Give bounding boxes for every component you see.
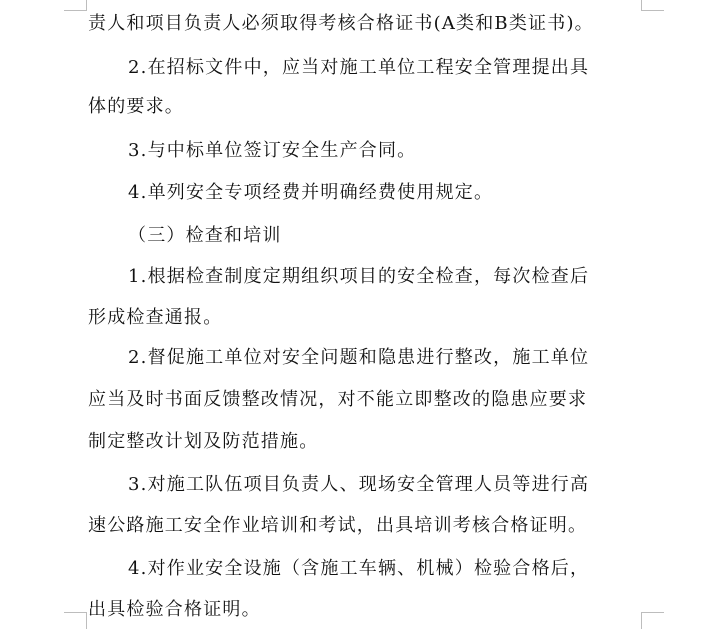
text-line: 4.单列安全专项经费并明确经费使用规定。 <box>128 182 494 203</box>
section-heading: （三）检查和培训 <box>128 225 282 246</box>
text-line: 3.对施工队伍项目负责人、现场安全管理人员等进行高 <box>128 474 590 495</box>
margin-mark-top-right <box>641 0 664 11</box>
margin-mark-top-left <box>64 0 87 11</box>
text-line: 责人和项目负责人必须取得考核合格证书(A类和B类证书)。 <box>88 13 594 34</box>
text-line: 3.与中标单位签订安全生产合同。 <box>128 140 417 161</box>
text-line: 体的要求。 <box>88 96 184 117</box>
margin-mark-bottom-left <box>64 612 87 629</box>
margin-mark-bottom-right <box>641 612 664 629</box>
text-line: 出具检验合格证明。 <box>88 599 261 620</box>
text-line: 1.根据检查制度定期组织项目的安全检查，每次检查后 <box>128 266 590 287</box>
text-line: 速公路施工安全作业培训和考试，出具培训考核合格证明。 <box>88 515 588 536</box>
text-line: 2.督促施工单位对安全问题和隐患进行整改，施工单位 <box>128 347 590 368</box>
text-line: 制定整改计划及防范措施。 <box>88 431 319 452</box>
text-line: 形成检查通报。 <box>88 307 223 328</box>
text-line: 4.对作业安全设施（含施工车辆、机械）检验合格后， <box>128 558 590 579</box>
text-line: 应当及时书面反馈整改情况，对不能立即整改的隐患应要求 <box>88 389 588 410</box>
text-line: 2.在招标文件中，应当对施工单位工程安全管理提出具 <box>128 57 590 78</box>
